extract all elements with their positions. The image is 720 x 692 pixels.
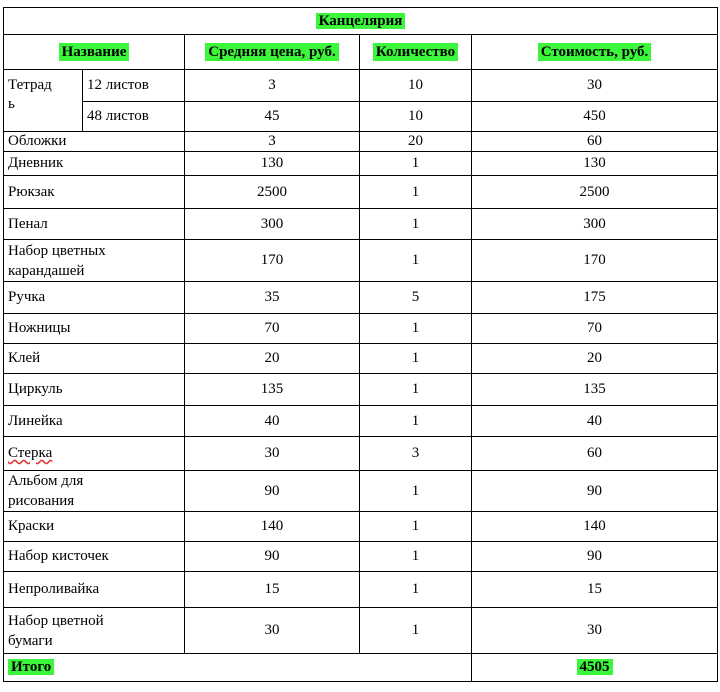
cost-cell: 40 xyxy=(472,406,718,437)
price-cell: 3 xyxy=(185,132,360,152)
notebook-name-cell xyxy=(4,70,83,132)
item-name: Обложки xyxy=(8,133,67,149)
price-cell: 90 xyxy=(185,471,360,512)
table-row xyxy=(4,70,718,102)
item-name: Рюкзак xyxy=(8,183,55,200)
price-cell: 30 xyxy=(185,608,360,654)
qty-cell: 10 xyxy=(360,102,472,132)
item-name: Непроливайка xyxy=(8,581,100,597)
price-cell: 20 xyxy=(185,344,360,374)
header-quantity: Количество xyxy=(373,43,458,61)
qty-cell: 10 xyxy=(360,70,472,102)
qty-cell: 1 xyxy=(360,512,472,542)
table-title-cell xyxy=(4,8,718,35)
price-cell: 30 xyxy=(185,437,360,471)
price-cell: 90 xyxy=(185,542,360,572)
item-name: Альбом для xyxy=(8,473,84,489)
table-row xyxy=(4,542,718,572)
item-name-cell xyxy=(4,406,185,437)
header-name-cell xyxy=(4,35,185,70)
qty-cell: 1 xyxy=(360,176,472,209)
table-row xyxy=(4,344,718,374)
item-name-line2: бумаги xyxy=(8,632,53,649)
table-row xyxy=(4,209,718,240)
qty-cell: 1 xyxy=(360,542,472,572)
table-row xyxy=(4,314,718,344)
item-name-line2: карандашей xyxy=(8,262,85,279)
item-name: Ножницы xyxy=(8,320,71,336)
notebook-variant-label: 48 листов xyxy=(83,102,185,132)
price-cell: 140 xyxy=(185,512,360,542)
title-row xyxy=(4,8,718,35)
table-row xyxy=(4,406,718,437)
price-cell: 170 xyxy=(185,240,360,282)
item-name-cell xyxy=(4,282,185,314)
cost-cell: 60 xyxy=(472,132,718,152)
table-row xyxy=(4,282,718,314)
qty-cell: 1 xyxy=(360,374,472,406)
total-label-cell xyxy=(4,654,472,682)
item-name-cell xyxy=(4,176,185,209)
item-name-cell xyxy=(4,542,185,572)
notebook-name-line2: ь xyxy=(8,96,15,112)
item-name-cell xyxy=(4,471,185,512)
item-name-cell xyxy=(4,209,185,240)
total-value: 4505 xyxy=(577,659,613,675)
cost-cell: 140 xyxy=(472,512,718,542)
item-name: Краски xyxy=(8,518,55,534)
cost-cell: 60 xyxy=(472,437,718,471)
item-name-cell xyxy=(4,152,185,176)
stationery-table xyxy=(3,7,718,682)
table-row xyxy=(4,176,718,209)
notebook-name-line1: Тетрад xyxy=(8,77,52,93)
item-name-cell xyxy=(4,374,185,406)
cost-cell: 15 xyxy=(472,572,718,608)
cost-cell: 20 xyxy=(472,344,718,374)
cost-cell: 30 xyxy=(472,70,718,102)
header-name: Название xyxy=(59,43,130,61)
header-qty-cell xyxy=(360,35,472,70)
item-name: Стерка xyxy=(8,445,53,461)
item-name-cell xyxy=(4,437,185,471)
total-value-cell xyxy=(472,654,718,682)
item-rows xyxy=(4,132,718,654)
total-label: Итого xyxy=(8,659,54,675)
qty-cell: 1 xyxy=(360,209,472,240)
qty-cell: 1 xyxy=(360,344,472,374)
table-row xyxy=(4,512,718,542)
item-name-cell xyxy=(4,572,185,608)
price-cell: 130 xyxy=(185,152,360,176)
cost-cell: 90 xyxy=(472,471,718,512)
item-name: Набор цветной xyxy=(8,612,104,629)
price-cell: 2500 xyxy=(185,176,360,209)
item-name: Линейка xyxy=(8,412,63,429)
table-row xyxy=(4,608,718,654)
qty-cell: 1 xyxy=(360,572,472,608)
cost-cell: 175 xyxy=(472,282,718,314)
item-name: Клей xyxy=(8,350,41,366)
item-name: Пенал xyxy=(8,215,48,232)
table-row xyxy=(4,240,718,282)
item-name-cell xyxy=(4,344,185,374)
cost-cell: 70 xyxy=(472,314,718,344)
price-cell: 40 xyxy=(185,406,360,437)
item-name: Набор кисточек xyxy=(8,548,109,564)
table-row xyxy=(4,374,718,406)
cost-cell: 2500 xyxy=(472,176,718,209)
item-name: Ручка xyxy=(8,289,46,305)
item-name-cell xyxy=(4,132,185,152)
cost-cell: 300 xyxy=(472,209,718,240)
table-row xyxy=(4,132,718,152)
header-price-cell xyxy=(185,35,360,70)
qty-cell: 1 xyxy=(360,608,472,654)
header-cost-cell xyxy=(472,35,718,70)
item-name: Циркуль xyxy=(8,381,63,397)
qty-cell: 1 xyxy=(360,240,472,282)
qty-cell: 1 xyxy=(360,406,472,437)
item-name-cell xyxy=(4,240,185,282)
qty-cell: 1 xyxy=(360,314,472,344)
qty-cell: 1 xyxy=(360,152,472,176)
table-row xyxy=(4,102,718,132)
header-cost: Стоимость, руб. xyxy=(538,43,652,61)
header-avg-price: Средняя цена, руб. xyxy=(205,43,339,61)
item-name-cell xyxy=(4,608,185,654)
header-row xyxy=(4,35,718,70)
item-name-line2: рисования xyxy=(8,493,75,509)
cost-cell: 135 xyxy=(472,374,718,406)
price-cell: 15 xyxy=(185,572,360,608)
price-cell: 3 xyxy=(185,70,360,102)
qty-cell: 20 xyxy=(360,132,472,152)
item-name-cell xyxy=(4,314,185,344)
price-cell: 45 xyxy=(185,102,360,132)
table-title: Канцелярия xyxy=(316,13,406,29)
cost-cell: 170 xyxy=(472,240,718,282)
cost-cell: 90 xyxy=(472,542,718,572)
price-cell: 35 xyxy=(185,282,360,314)
price-cell: 300 xyxy=(185,209,360,240)
notebook-variant-label: 12 листов xyxy=(83,70,185,102)
item-name-cell xyxy=(4,512,185,542)
table-row xyxy=(4,152,718,176)
qty-cell: 3 xyxy=(360,437,472,471)
price-cell: 70 xyxy=(185,314,360,344)
cost-cell: 30 xyxy=(472,608,718,654)
qty-cell: 5 xyxy=(360,282,472,314)
item-name: Набор цветных xyxy=(8,242,106,259)
cost-cell: 130 xyxy=(472,152,718,176)
price-cell: 135 xyxy=(185,374,360,406)
table-row xyxy=(4,471,718,512)
total-row xyxy=(4,654,718,682)
item-name: Дневник xyxy=(8,155,64,171)
table-row xyxy=(4,437,718,471)
table-row xyxy=(4,572,718,608)
qty-cell: 1 xyxy=(360,471,472,512)
cost-cell: 450 xyxy=(472,102,718,132)
